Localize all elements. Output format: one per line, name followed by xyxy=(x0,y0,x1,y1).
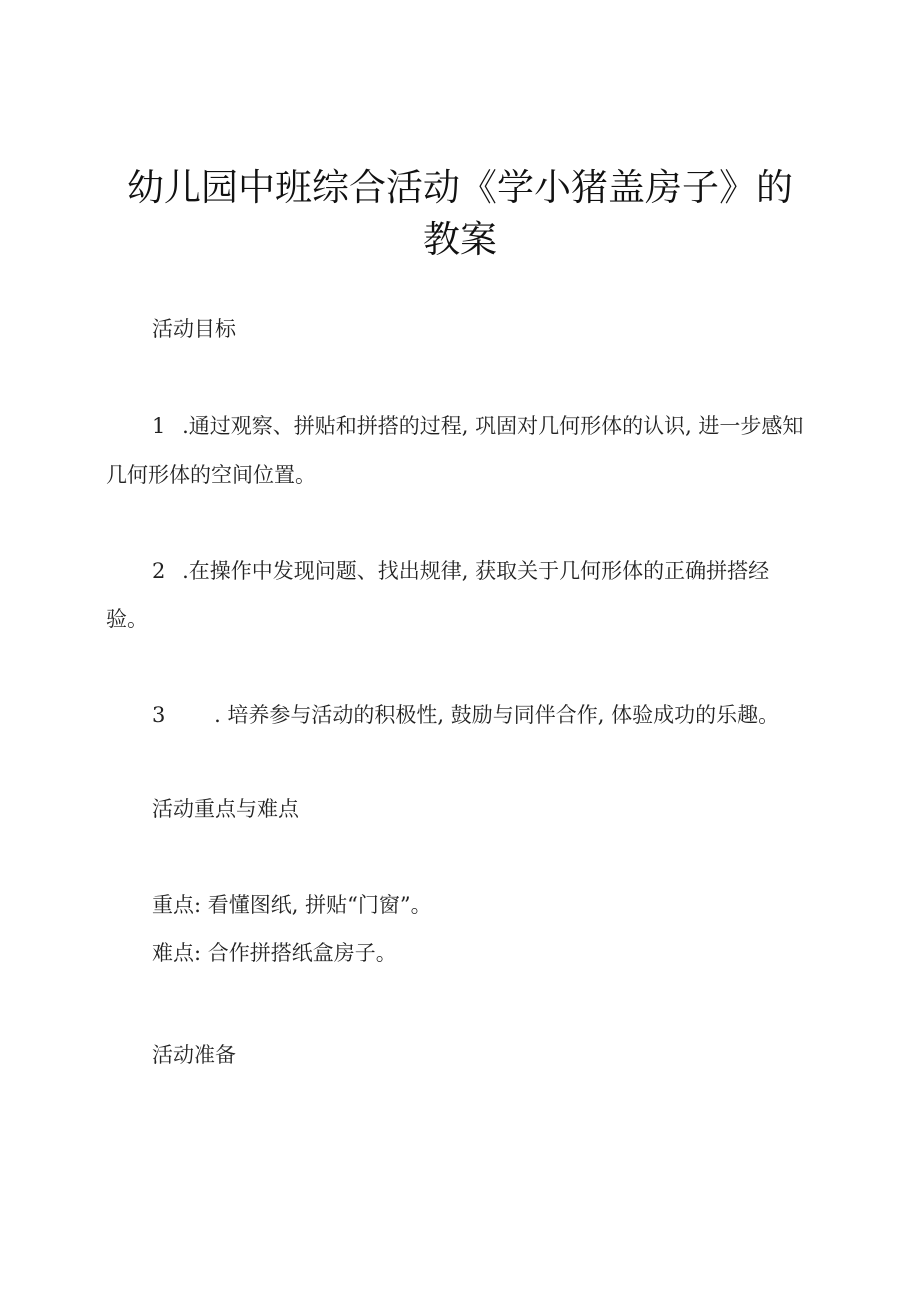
goal-item-3-line-1 xyxy=(152,700,779,730)
section-heading-preparation: 活动准备 xyxy=(152,1043,236,1067)
key-point-difficulty: 难点: 合作拼搭纸盒房子。 xyxy=(152,941,397,965)
goal-item-3-text: . 培养参与活动的积极性, 鼓励与同伴合作, 体验成功的乐趣。 xyxy=(214,703,780,727)
goal-item-2-number: 2 xyxy=(152,559,166,583)
section-heading-key-points: 活动重点与难点 xyxy=(152,797,299,821)
goal-item-1-number: 1 xyxy=(152,414,166,438)
key-point-focus: 重点: 看懂图纸, 拼贴“门窗”。 xyxy=(152,893,432,917)
goal-item-2-line-2: 验。 xyxy=(106,607,148,631)
goal-item-1-line-1 xyxy=(152,411,803,441)
goal-item-2-line-1 xyxy=(152,556,769,586)
goal-item-1-line-2: 几何形体的空间位置。 xyxy=(106,463,316,487)
document-title-line-2: 教案 xyxy=(423,218,497,261)
goal-item-1-text: .通过观察、拼贴和拼搭的过程, 巩固对几何形体的认识, 进一步感知 xyxy=(182,414,804,438)
section-heading-goals: 活动目标 xyxy=(152,317,236,341)
goal-item-2-text: .在操作中发现问题、找出规律, 获取关于几何形体的正确拼搭经 xyxy=(182,559,770,583)
goal-item-3-number: 3 xyxy=(152,703,166,727)
document-title-line-1: 幼儿园中班综合活动《学小猪盖房子》的 xyxy=(127,166,793,209)
